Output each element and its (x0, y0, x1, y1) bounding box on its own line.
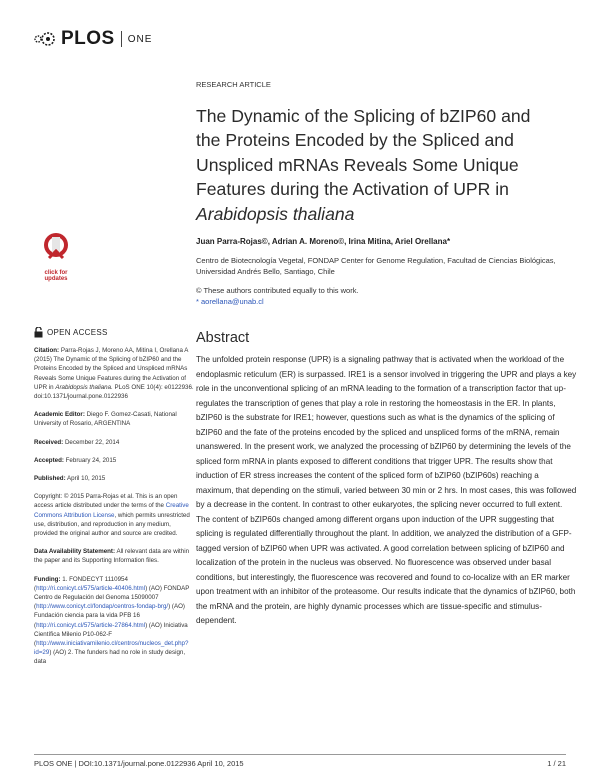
funding-label: Funding: (34, 575, 61, 583)
affiliation: Centro de Biotecnología Vegetal, FONDAP Center for Genome Regulation, Facultad de Ciencias Biológicas, Universidad Andrés Bello, Santiago, Chile (196, 256, 556, 276)
abstract-body: The unfolded protein response (UPR) is a signaling pathway that is activated when the workload of the endoplasmic reticulum (ER) is surpassed. IRE1 is a sensor involved in triggering the UPR and plays a key role in the unconventional splicing of an mRNA leading to the formation of a transcription factor that up-regulates the transcription of genes that play a role in restoring the homeostasis in the ER. In plants, bZIP60 is the substrate for IRE1; however, questions such as what is the dynamics of the splicing of bZIP60 and the fate of the proteins encoded by the spliced and unspliced forms of the mRNA, remain unanswered. In the present work, we analyzed the processing of bZIP60 by determining the levels of the spliced form mRNA in plants exposed to different conditions that trigger UPR. The results show that induction of ER stress increases the content of the spliced form of bZIP60 (bZIP60s) reaching a maximum, that depending on the stimuli, varied between 30 min or 2 hrs. In most cases, this was followed by a decrease in the content. In contrast to other eukaryotes, the splicing never occurred to full extent. The content of bZIP60s changed among different organs upon induction of the UPR suggesting that splicing is regulated differentially throughout the plant. In addition, we analyzed the distribution of a GFP-tagged version of bZIP60 when UPR was activated. A good correlation between splicing of bZIP60 and localization of the protein in the nucleus was observed. No fluorescence was observed under basal conditions, but interestingly, the fluorescence was recovered and found to co-localize with an ER marker upon treatment with an inhibitor of the proteasome. Our results indicate that the dynamics of bZIP60, both the mRNA and the protein, are highly dynamic processes which are tissue-specific and stimulus-dependent. (196, 355, 577, 625)
funding-text: ) (AO) Fundación ciencia para la vida PFB 16 ( (34, 603, 185, 629)
logo-divider (121, 31, 122, 47)
contribution-note: © These authors contributed equally to this work. (196, 286, 359, 295)
funding-link[interactable]: http://ri.conicyt.cl/575/article-27864.html (36, 621, 146, 629)
editor-block (34, 410, 194, 428)
citation-tail: PLoS ONE 10(4): e0122936. doi:10.1371/journal.pone.0122936 (34, 383, 194, 401)
footer-rule (34, 754, 566, 755)
corresponding-email-link[interactable]: * aorellana@unab.cl (196, 296, 264, 306)
funding-block (34, 575, 194, 667)
page-footer (34, 759, 566, 768)
title-line: Unspliced mRNAs Reveals Some Unique (196, 154, 519, 175)
citation-species: Arabidopsis thaliana. (55, 383, 113, 391)
funding-link[interactable]: http://www.conicyt.cl/fondap/centros-fondap-brg/ (36, 603, 169, 611)
funding-text: 1. FONDECYT 1110954 ( (34, 575, 128, 592)
title-species: Arabidopsis thaliana (196, 203, 355, 224)
received-block (34, 438, 194, 447)
funding-text: ) (AO) Iniciativa Científica Milenio P10-062-F ( (34, 621, 188, 648)
open-access-badge (34, 327, 194, 338)
data-availability-block (34, 547, 194, 565)
footer-citation: PLOS ONE | DOI:10.1371/journal.pone.0122936 April 10, 2015 (34, 759, 244, 768)
data-availability-label: Data Availability Statement: (34, 548, 116, 556)
article-type: RESEARCH ARTICLE (196, 80, 271, 89)
accepted-date: February 24, 2015 (65, 456, 117, 464)
published-label: Published: (34, 475, 66, 483)
accepted-label: Accepted: (34, 456, 64, 464)
author-list: Juan Parra-Rojas©, Adrian A. Moreno©, Irina Mitina, Ariel Orellana* (196, 237, 451, 246)
editor-label: Academic Editor: (34, 411, 85, 419)
plos-logo-icon (34, 31, 58, 47)
logo-journal: ONE (127, 33, 153, 45)
data-availability-text: All relevant data are within the paper and its Supporting Information files. (34, 548, 190, 565)
received-label: Received: (34, 438, 64, 446)
article-title (196, 104, 576, 226)
funding-link[interactable]: http://www.iniciativamilenio.cl/centros/nucleos_det.php?id=29 (34, 640, 189, 657)
crossmark-label: click for updates (44, 270, 68, 282)
editor-text: Diego F. Gomez-Casati, National University of Rosario, ARGENTINA (34, 411, 177, 428)
plos-one-logo[interactable] (34, 28, 152, 50)
copyright-text-end: , which permits unrestricted use, distribution, and reproduction in any medium, provided the original author and source are credited. (34, 511, 190, 538)
license-link[interactable]: Creative Commons Attribution License (34, 502, 189, 519)
page-number: 1 / 21 (547, 759, 566, 768)
copyright-block (34, 492, 194, 538)
citation-block (34, 346, 194, 401)
sidebar (34, 327, 194, 676)
title-line: the Proteins Encoded by the Spliced and (196, 130, 514, 151)
received-date: December 22, 2014 (64, 438, 120, 446)
funding-link[interactable]: http://ri.conicyt.cl/575/article-40406.html (36, 584, 146, 592)
logo-brand: PLOS (61, 28, 115, 49)
open-lock-icon (34, 327, 43, 338)
published-date: April 10, 2015 (67, 475, 106, 483)
open-access-label: OPEN ACCESS (47, 327, 108, 337)
published-block (34, 474, 194, 483)
abstract-heading: Abstract (196, 330, 250, 346)
title-line: Features during the Activation of UPR in (196, 179, 509, 200)
copyright-text: Copyright: © 2015 Parra-Rojas et al. This is an open access article distributed under the terms of the (34, 493, 178, 510)
citation-label: Citation: (34, 347, 60, 354)
crossmark-badge[interactable] (34, 232, 78, 282)
author-notes (196, 286, 359, 307)
crossmark-icon (41, 232, 71, 264)
funding-text: ) (AO) 2. The funders had no role in study design, data (34, 649, 186, 666)
citation-text: Parra-Rojas J, Moreno AA, Mitina I, Orellana A (2015) The Dynamic of the Splicing of bZIP60 and the Proteins Encoded by the Spliced and Unspliced mRNAs Reveals Some Unique Features during the Activation of UPR in (34, 347, 189, 391)
accepted-block (34, 456, 194, 465)
funding-text: ) (AO) FONDAP Centro de Regulación del Genoma 15090007 ( (34, 584, 190, 611)
title-line: The Dynamic of the Splicing of bZIP60 and (196, 106, 531, 126)
